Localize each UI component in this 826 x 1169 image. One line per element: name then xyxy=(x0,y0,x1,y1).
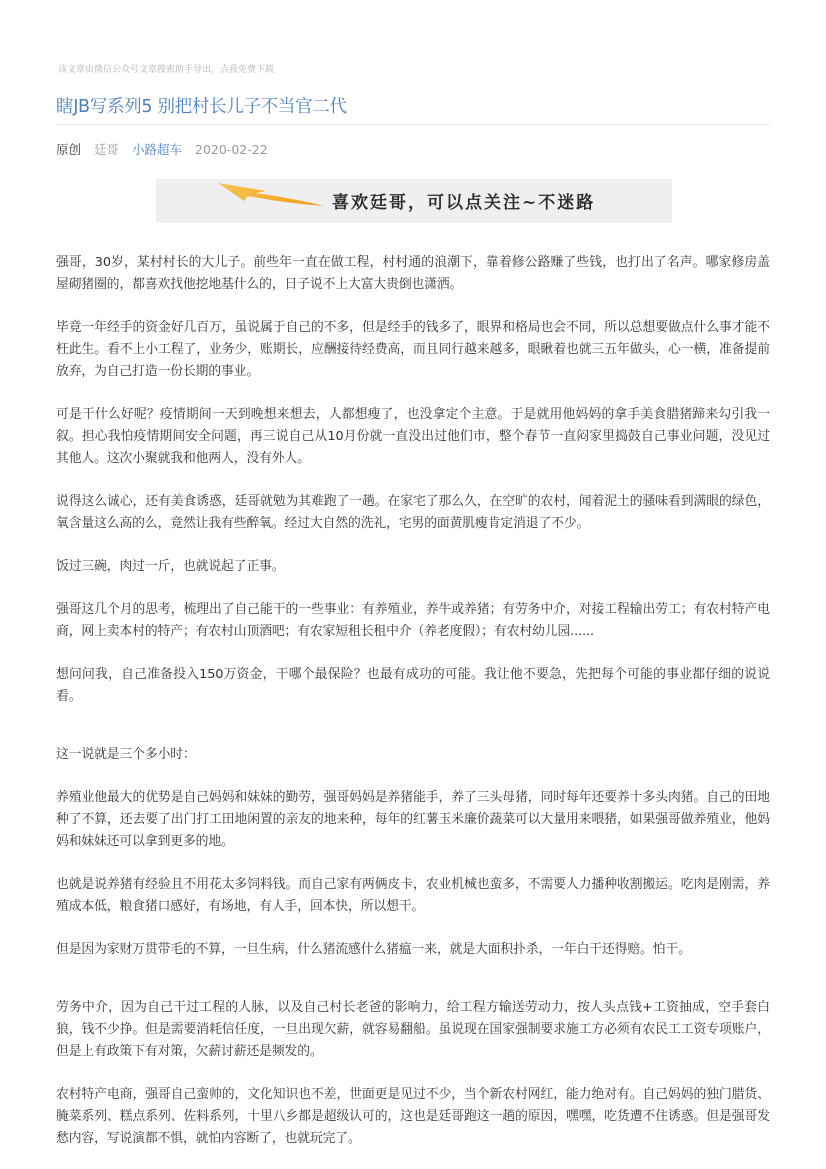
spacer xyxy=(56,578,770,599)
spacer xyxy=(56,708,770,744)
spacer xyxy=(56,470,770,491)
paragraph: 可是干什么好呢？疫情期间一天到晚想来想去，人都想瘦了，也没拿定个主意。于是就用他妈妈的拿手美食腊猪蹄来勾引我一叙。担心我怕疫情期间安全问题，再三说自己从10月份就一直没出过他们市，整个春节一直闷家里捣鼓自己事业问题，没见过其他人。这次小聚就我和他两人，没有外人。 xyxy=(56,407,770,466)
paragraph: 强哥，30岁，某村村长的大儿子。前些年一直在做工程，村村通的浪潮下，靠着修公路赚了些钱，也打出了名声。哪家修房盖屋砌猪圈的，都喜欢找他挖地基什么的，日子说不上大富大贵倒也潇洒。 xyxy=(56,255,770,292)
paragraph: 也就是说养猪有经验且不用花太多饲料钱。而自己家有两俩皮卡，农业机械也蛮多，不需要人力播种收割搬运。吃肉是刚需，养殖成本低，粮食猪口感好，有场地，有人手，回本快，所以想干。 xyxy=(56,877,770,914)
paragraph: 劳务中介，因为自己干过工程的人脉，以及自己村长老爸的影响力，给工程方输送劳动力，按人头点钱+工资抽成，空手套白狼，钱不少挣。但是需要消耗信任度，一旦出现欠薪，就容易翻船。虽说现在国家强制要求施工方必须有农民工工资专项账户，但是上有政策下有对策，欠薪讨薪还是频发的。 xyxy=(56,1000,770,1059)
article-title: 瞎JB写系列5 别把村长儿子不当官二代 xyxy=(56,97,347,117)
spacer xyxy=(56,383,770,404)
paragraph: 强哥这几个月的思考，梳理出了自己能干的一些事业：有养殖业，养牛或养猪；有劳务中介，对接工程输出劳工；有农村特产电商，网上卖本村的特产；有农村山顶酒吧；有农家短租长租中介（养老度假）；有农村幼儿园...... xyxy=(56,602,770,639)
spacer xyxy=(56,296,770,317)
paragraph: 想问问我，自己准备投入150万资金，干哪个最保险？也最有成功的可能。我让他不要急，先把每个可能的事业都仔细的说说看。 xyxy=(56,667,770,704)
author-name: 廷哥 xyxy=(94,142,120,157)
article-meta xyxy=(56,140,277,158)
spacer xyxy=(56,918,770,939)
paragraph: 养殖业他最大的优势是自己妈妈和妹妹的勤劳，强哥妈妈是养猪能手，养了三头母猪，同时每年还要养十多头肉猪。自己的田地种了不算，还去要了出门打工田地闲置的亲友的地来种，每年的红薯玉米廉价蔬菜可以大量用来喂猪，如果强哥做养殖业，他妈妈和妹妹还可以拿到更多的地。 xyxy=(56,790,770,849)
paragraph: 但是因为家财万贯带毛的不算，一旦生病，什么猪流感什么猪瘟一来，就是大面积扑杀，一年白干还得赔。怕干。 xyxy=(56,942,691,957)
spacer xyxy=(56,1063,770,1084)
follow-banner xyxy=(156,179,672,223)
article-body xyxy=(56,252,770,1150)
spacer xyxy=(56,961,770,997)
paragraph: 说得这么诚心，还有美食诱惑，廷哥就勉为其难跑了一趟。在家宅了那么久，在空旷的农村，闻着泥土的骚味看到满眼的绿色，氧含量这么高的么，竟然让我有些醉氧。经过大自然的洗礼，宅男的面黄肌瘦肯定消退了不少。 xyxy=(56,494,770,531)
original-tag: 原创 xyxy=(56,142,82,157)
spacer xyxy=(56,766,770,787)
spacer xyxy=(56,853,770,874)
paragraph: 饭过三碗，肉过一斤，也就说起了正事。 xyxy=(56,559,285,574)
title-divider xyxy=(56,124,770,125)
account-link[interactable]: 小路超车 xyxy=(132,142,183,157)
banner-text: 喜欢廷哥，可以点关注~不迷路 xyxy=(332,193,596,213)
publish-date: 2020-02-22 xyxy=(195,142,268,157)
export-notice-link[interactable]: 该文章由微信公众号文章搜索助手导出，点我免费下载 xyxy=(58,65,275,75)
paragraph: 农村特产电商，强哥自己蛮帅的，文化知识也不差，世面更是见过不少，当个新农村网红，能力绝对有。自己妈妈的独门腊货、腌菜系列、糕点系列、佐料系列，十里八乡都是超级认可的，这也是廷哥跑这一趟的原因，嘿嘿，吃货遭不住诱惑。但是强哥发愁内容，写说演都不惧，就怕内容断了，也就玩完了。 xyxy=(56,1087,770,1146)
spacer xyxy=(56,643,770,664)
spacer xyxy=(56,535,770,556)
paragraph: 这一说就是三个多小时： xyxy=(56,747,196,762)
paragraph: 毕竟一年经手的资金好几百万，虽说属于自己的不多，但是经手的钱多了，眼界和格局也会不同，所以总想要做点什么事才能不枉此生。看不上小工程了，业务少，账期长，应酬接待经费高，而且同行越来越多，眼瞅着也就三五年做头，心一横，准备提前放弃，为自己打造一份长期的事业。 xyxy=(56,320,770,379)
